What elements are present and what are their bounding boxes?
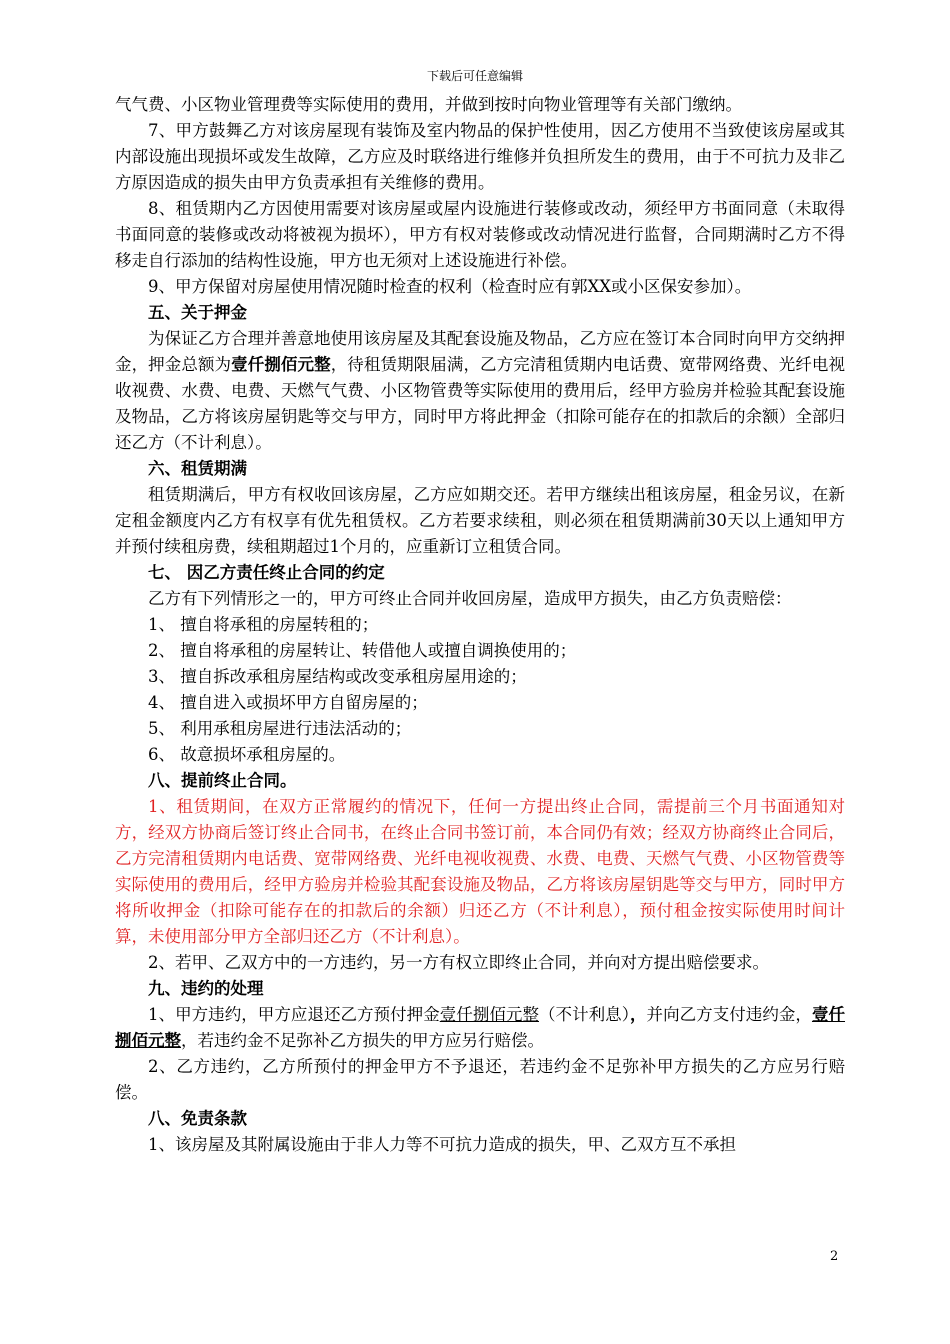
- list-item: 4、 擅自进入或损坏甲方自留房屋的；: [148, 693, 428, 712]
- section-heading-deposit: 五、关于押金: [148, 303, 247, 322]
- deposit-text-a: 为保证乙方合理并善意地使用该房屋及其配套设施及物品，乙方应在签订本合同时向甲方交纳押金，押金总额为: [115, 329, 845, 374]
- section-heading-termination-by-tenant: 七、 因乙方责任终止合同的约定: [148, 563, 385, 582]
- section-heading-exemption: 八、免责条款: [148, 1109, 247, 1128]
- list-item: 6、 故意损坏承租房屋的。: [148, 745, 346, 764]
- breach-clause-2: 2、乙方违约，乙方所预付的押金甲方不予退还，若违约金不足弥补甲方损失的乙方应另行赔偿。: [115, 1057, 845, 1102]
- termination-intro: 乙方有下列情形之一的，甲方可终止合同并收回房屋，造成甲方损失，由乙方负责赔偿：: [148, 589, 792, 608]
- deposit-text-b: ，待租赁期限届满，乙方完清租赁期内电话费、宽带网络费、光纤电视收视费、水费、电费、天燃气气费、小区物管费等实际使用的费用后，经甲方验房并检验其配套设施及物品，乙方将该房屋钥匙等交与甲方，同时甲方将此押金（扣除可能存在的扣款后的余额）全部归还乙方（不计利息）。: [115, 355, 846, 452]
- section-heading-lease-expiry: 六、租赁期满: [148, 459, 247, 478]
- deposit-amount: 壹仟捌佰元整: [231, 355, 331, 374]
- breach-text-a: 1、甲方违约，甲方应退还乙方预付押金: [148, 1005, 440, 1024]
- breach-text-d: 并向乙方支付违约金，: [646, 1005, 812, 1024]
- breach-clause-1: [115, 1002, 845, 1054]
- page-header: 下载后可任意编辑: [426, 69, 523, 83]
- list-item: 5、 利用承租房屋进行违法活动的；: [148, 719, 412, 738]
- early-termination-clause-1: 1、租赁期间，在双方正常履约的情况下，任何一方提出终止合同，需提前三个月书面通知对方，经双方协商后签订终止合同书，在终止合同书签订前，本合同仍有效；经双方协商终止合同后，乙方完清租赁期内电话费、宽带网络费、光纤电视收视费、水费、电费、天燃气气费、小区物管费等实际使用的费用后，经甲方验房并检验其配套设施及物品，乙方将该房屋钥匙等交与甲方，同时甲方将所收押金（扣除可能存在的扣款后的余额）归还乙方（不计利息），预付租金按实际使用时间计算，未使用部分甲方全部归还乙方（不计利息）。: [115, 797, 845, 946]
- early-termination-clause-2: 2、若甲、乙双方中的一方违约，另一方有权立即终止合同，并向对方提出赔偿要求。: [148, 953, 769, 972]
- exemption-clause-1: 1、该房屋及其附属设施由于非人力等不可抗力造成的损失，甲、乙双方互不承担: [148, 1135, 736, 1154]
- list-item: 1、 擅自将承租的房屋转租的；: [148, 615, 379, 634]
- breach-text-c: ，: [630, 1005, 647, 1024]
- breach-amount-2: 壹仟捌佰元整: [115, 1005, 846, 1050]
- document-body: [115, 92, 845, 1158]
- clause-7: 7、甲方鼓舞乙方对该房屋现有装饰及室内物品的保护性使用，因乙方使用不当致使该房屋或其内部设施出现损坏或发生故障，乙方应及时联络进行维修并负担所发生的费用，由于不可抗力及非乙方原因造成的损失由甲方负责承担有关维修的费用。: [115, 121, 845, 192]
- breach-text-e: ，若违约金不足弥补乙方损失的甲方应另行赔偿。: [181, 1031, 544, 1050]
- paragraph-continued: 气气费、小区物业管理费等实际使用的费用，并做到按时向物业管理等有关部门缴纳。: [115, 95, 742, 114]
- clause-8: 8、租赁期内乙方因使用需要对该房屋或屋内设施进行装修或改动，须经甲方书面同意（未取得书面同意的装修或改动将被视为损坏），甲方有权对装修或改动情况进行监督，合同期满时乙方不得移走自行添加的结构性设施，甲方也无须对上述设施进行补偿。: [115, 199, 845, 270]
- page-number: 2: [830, 1249, 839, 1264]
- breach-text-b: （不计利息）: [539, 1005, 630, 1024]
- section-heading-breach: 九、违约的处理: [148, 979, 264, 998]
- list-item: 3、 擅自拆改承租房屋结构或改变承租房屋用途的；: [148, 667, 527, 686]
- clause-9: 9、甲方保留对房屋使用情况随时检查的权利（检查时应有郭XX或小区保安参加）。: [148, 277, 752, 296]
- list-item: 2、 擅自将承租的房屋转让、转借他人或擅自调换使用的；: [148, 641, 577, 660]
- lease-expiry-paragraph: 租赁期满后，甲方有权收回该房屋，乙方应如期交还。若甲方继续出租该房屋，租金另议，在新定租金额度内乙方有权享有优先租赁权。乙方若要求续租，则必须在租赁期满前30天以上通知甲方并预付续租房费，续租期超过1个月的，应重新订立租赁合同。: [115, 485, 845, 556]
- section-heading-early-termination: 八、提前终止合同。: [148, 771, 297, 790]
- deposit-paragraph: [115, 326, 845, 456]
- breach-amount-1: 壹仟捌佰元整: [439, 1005, 539, 1024]
